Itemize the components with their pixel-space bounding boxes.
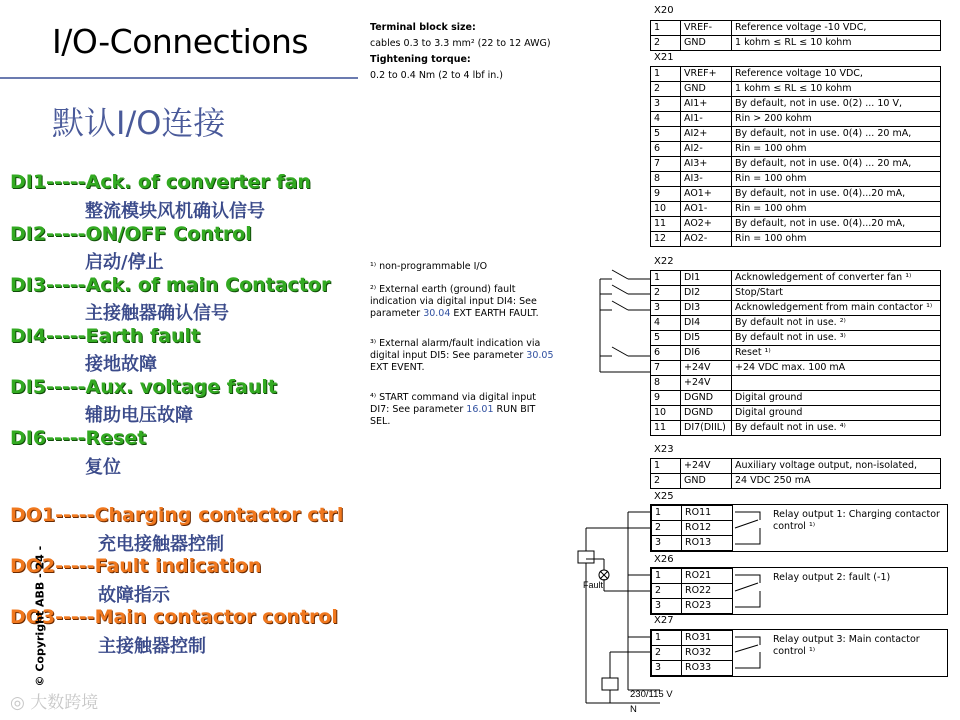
coil-charging [578,551,594,563]
watermark-text: 大数跨境 [30,693,99,713]
table-row: 7 +24V +24 VDC max. 100 mA [651,361,941,376]
coil-main [602,678,618,690]
x26-label: X26 [654,554,674,565]
table-row: 1 +24V Auxiliary voltage output, non-isolated, [651,459,941,474]
x26-description: Relay output 2: fault (-1) [773,572,891,583]
note-2: ²⁾ External earth (ground) fault indication via digital input DI4: See parameter 30.04 EXT EARTH FAULT. [370,284,539,319]
x22-label: X22 [654,256,674,267]
table-row: 7 AI3+ By default, not in use. 0(4) ... 20 mA, [651,157,941,172]
x25-description: Relay output 1: Charging contactor control ¹⁾ [773,509,940,532]
switch-di3 [612,301,628,310]
table-row: 2 GND 1 kohm ≤ RL ≤ 10 kohm [651,82,941,97]
signal-di5-cn: 辅助电压故障 [85,405,193,426]
table-row: 5 DI5 By default not in use. ³⁾ [651,331,941,346]
switch-di1 [612,270,628,279]
table-row: 1 RO21 [652,569,733,584]
signal-do1: DO1-----Charging contactor ctrl [10,504,344,526]
signal-do2: DO2-----Fault indication [10,555,262,577]
x27-label: X27 [654,615,674,626]
table-row: 3 RO23 [652,599,733,614]
table-row: 3 RO33 [652,661,733,676]
table-row: 8 +24V [651,376,941,391]
signal-di5: DI5-----Aux. voltage fault [10,376,277,398]
signal-di4-cn: 接地故障 [85,354,157,375]
table-row: 3 DI3 Acknowledgement from main contactor ¹⁾ [651,301,941,316]
note-4: ⁴⁾ START command via digital input DI7: See parameter 16.01 RUN BIT SEL. [370,392,537,427]
signal-do3-cn: 主接触器控制 [98,636,206,657]
table-row: 1 VREF+ Reference voltage 10 VDC, [651,67,941,82]
table-row: 5 AI2+ By default, not in use. 0(4) ... 20 mA, [651,127,941,142]
table-row: 11 DI7(DIIL) By default not in use. ⁴⁾ [651,421,941,436]
table-row: 2 GND 1 kohm ≤ RL ≤ 10 kohm [651,36,941,51]
note-3: ³⁾ External alarm/fault indication via digital input DI5: See parameter 30.05 EXT EVENT. [370,338,554,373]
x23-label: X23 [654,444,674,455]
signal-di3-cn: 主接触器确认信号 [85,303,229,324]
table-row: 2 RO32 [652,646,733,661]
table-row: 11 AO2+ By default, not in use. 0(4)...20 mA, [651,217,941,232]
table-row: 1 RO31 [652,631,733,646]
fault-label: Fault [583,580,604,590]
terminal-cables: cables 0.3 to 3.3 mm² (22 to 12 AWG) [370,38,551,49]
torque-value: 0.2 to 0.4 Nm (2 to 4 lbf in.) [370,70,504,81]
table-row: 6 AI2- Rin = 100 ohm [651,142,941,157]
x21-label: X21 [654,52,674,63]
table-row: 8 AI3- Rin = 100 ohm [651,172,941,187]
table-row: 9 AO1+ By default, not in use. 0(4)...20 mA, [651,187,941,202]
table-row: 6 DI6 Reset ¹⁾ [651,346,941,361]
signal-di4: DI4-----Earth fault [10,325,201,347]
table-row: 9 DGND Digital ground [651,391,941,406]
table-row: 10 AO1- Rin = 100 ohm [651,202,941,217]
neutral-label: N [630,704,637,715]
table-row: 3 RO13 [652,536,733,551]
signal-di2-cn: 启动/停止 [85,252,164,273]
page-title: I/O-Connections [52,22,309,61]
signal-di1: DI1-----Ack. of converter fan [10,171,311,193]
table-row: 4 AI1- Rin > 200 kohm [651,112,941,127]
torque-heading: Tightening torque: [370,54,471,65]
table-row: 10 DGND Digital ground [651,406,941,421]
supply-label: 230/115 V [630,689,673,700]
note-1: ¹⁾ non-programmable I/O [370,261,488,272]
switch-di6 [612,347,628,356]
table-row: 4 DI4 By default not in use. ²⁾ [651,316,941,331]
copyright-text: © Copyright ABB - 24 - [33,545,47,687]
signal-di6-cn: 复位 [85,457,121,478]
signal-di2: DI2-----ON/OFF Control [10,223,252,245]
table-row: 1 DI1 Acknowledgement of converter fan ¹⁾ [651,271,941,286]
page-subtitle: 默认I/O连接 [52,104,226,142]
terminal-heading: Terminal block size: [370,22,476,33]
table-row: 2 GND 24 VDC 250 mA [651,474,941,489]
signal-do3: DO3-----Main contactor control [10,606,338,628]
signal-di1-cn: 整流模块风机确认信号 [85,201,265,222]
switch-di2 [612,285,628,294]
signal-do1-cn: 充电接触器控制 [98,534,224,555]
watermark-icon: ◎ [10,693,31,713]
x27-description: Relay output 3: Main contactor control ¹⁾ [773,634,920,657]
table-row: 2 RO22 [652,584,733,599]
table-row: 2 RO12 [652,521,733,536]
table-row: 12 AO2- Rin = 100 ohm [651,232,941,247]
table-row: 1 RO11 [652,506,733,521]
table-row: 1 VREF- Reference voltage -10 VDC, [651,21,941,36]
x25-label: X25 [654,491,674,502]
signal-di6: DI6-----Reset [10,427,147,449]
table-row: 2 DI2 Stop/Start [651,286,941,301]
signal-do2-cn: 故障指示 [98,585,170,606]
x20-label: X20 [654,5,674,16]
table-row: 3 AI1+ By default, not in use. 0(2) ... 10 V, [651,97,941,112]
signal-di3: DI3-----Ack. of main Contactor [10,274,331,296]
